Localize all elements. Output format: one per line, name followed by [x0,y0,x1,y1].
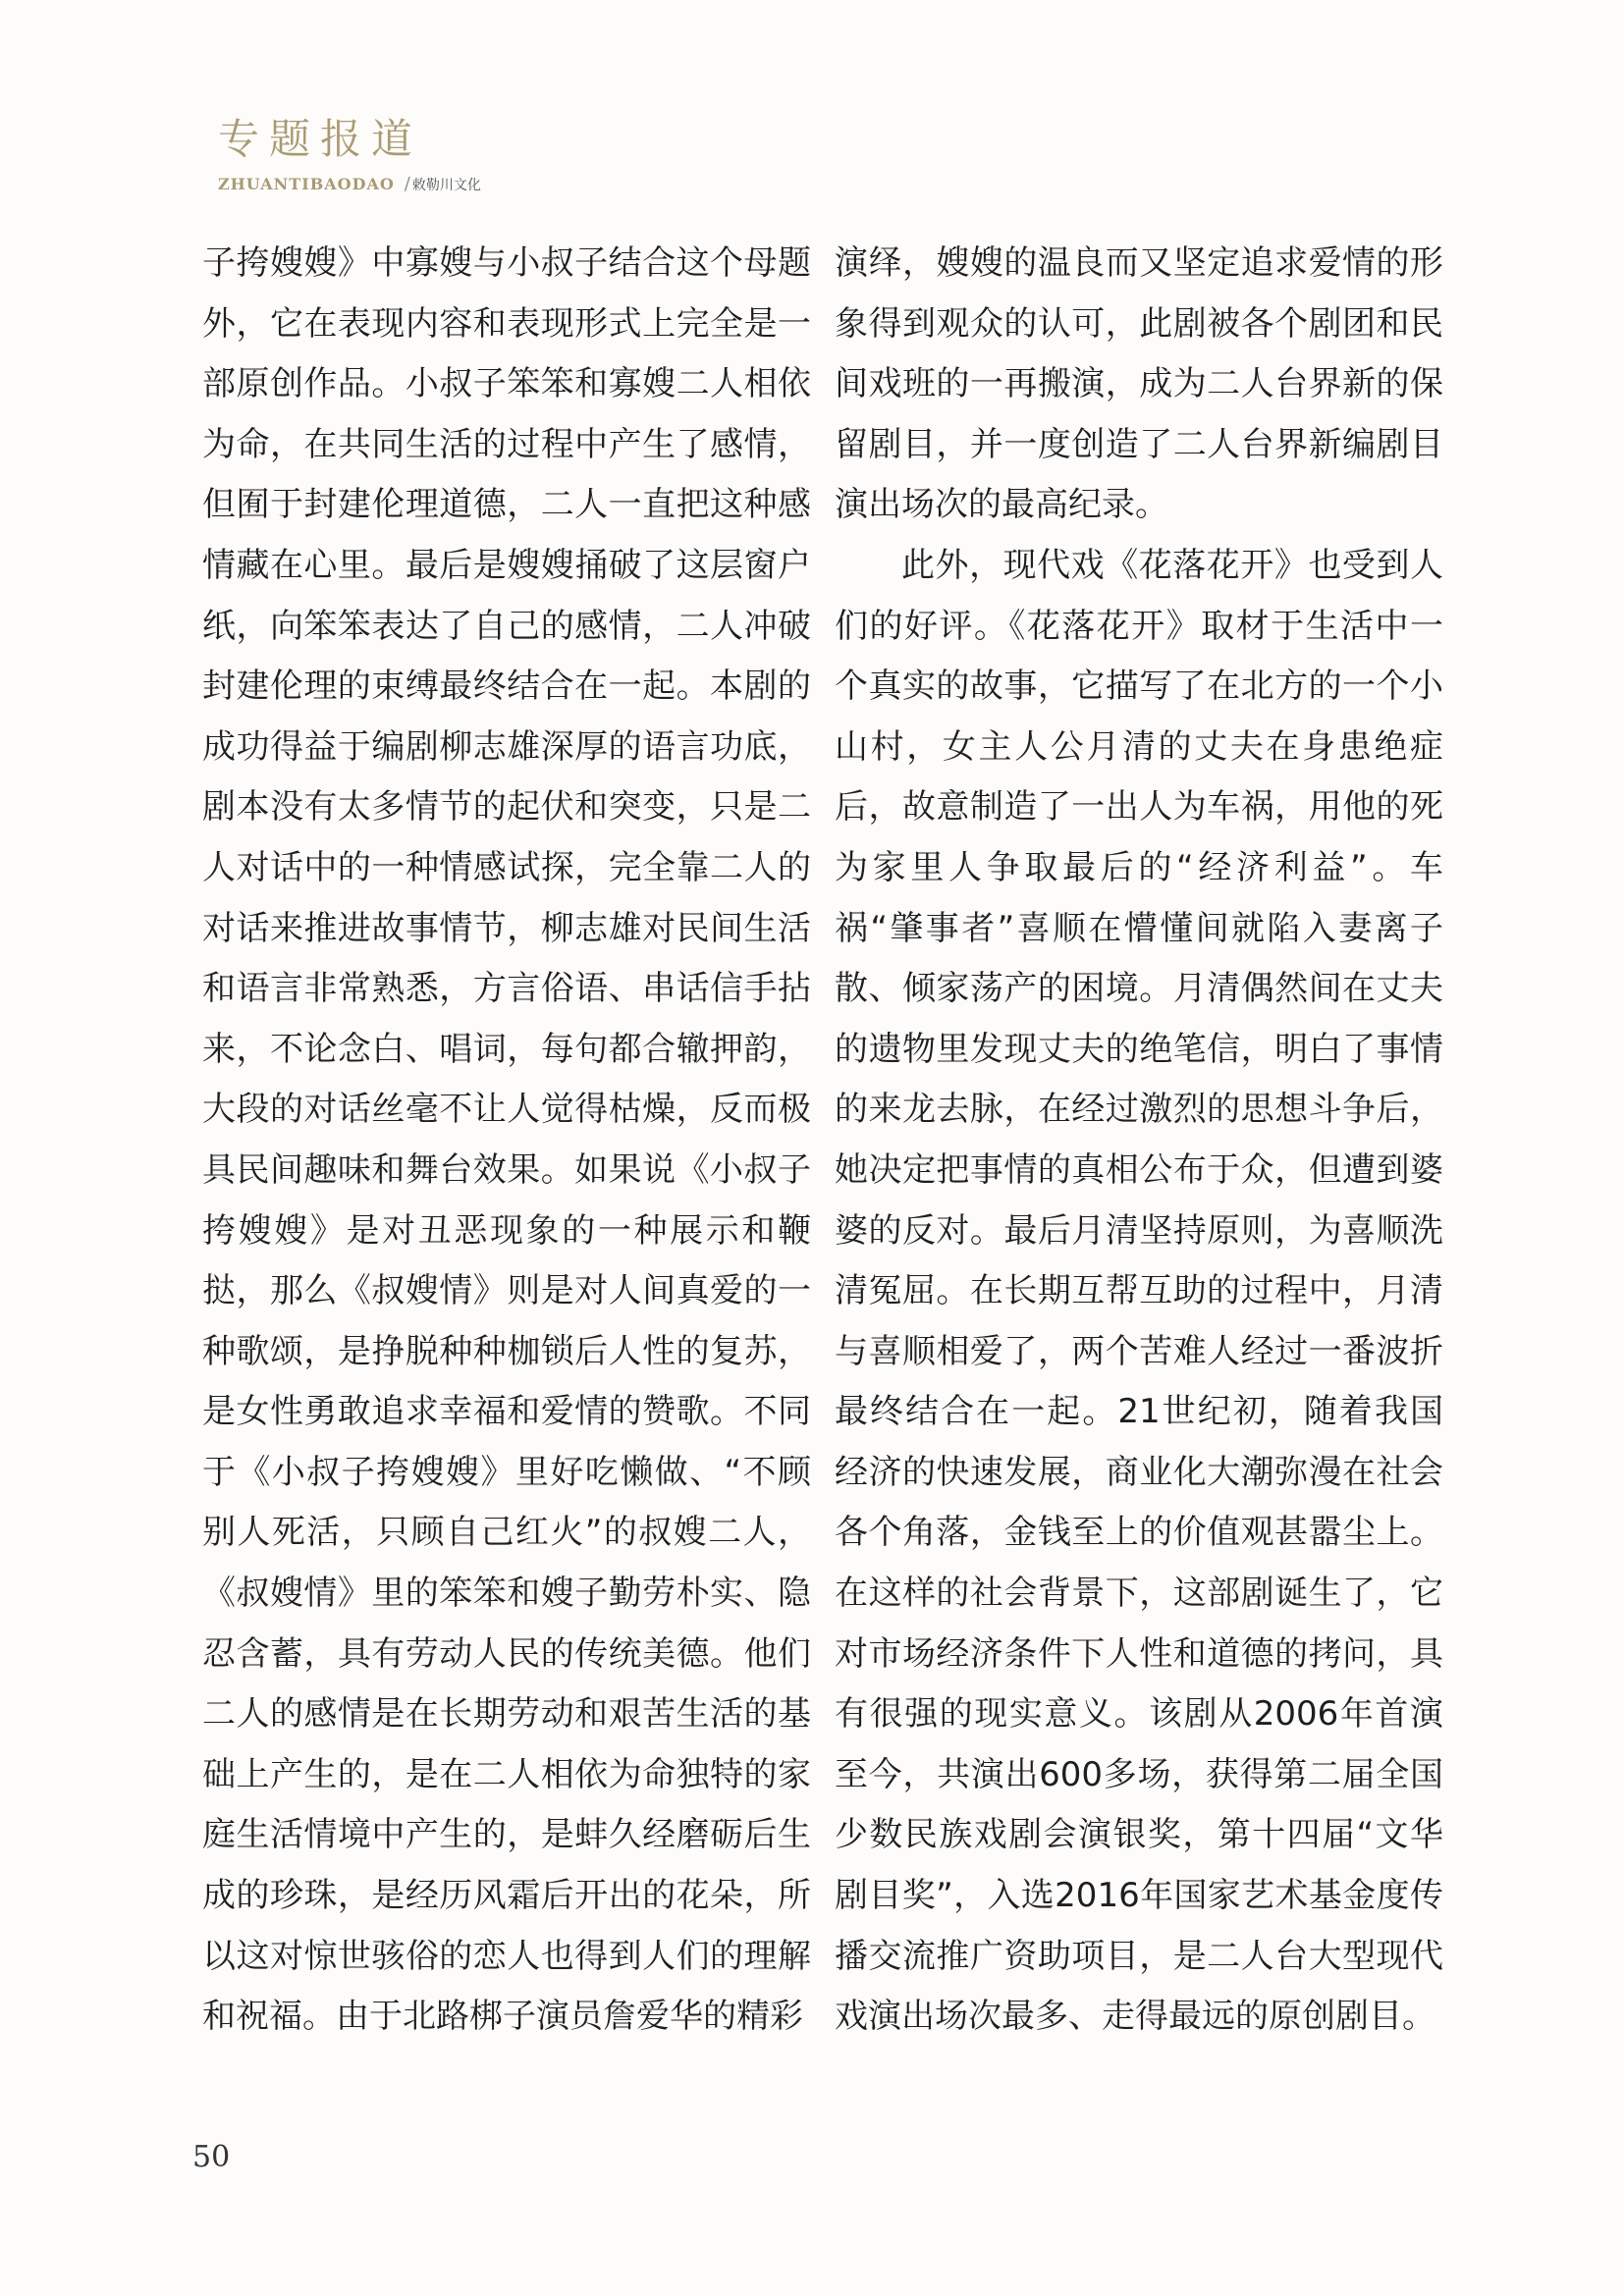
body-paragraph: 演绎，嫂嫂的温良而又坚定追求爱情的形象得到观众的认可，此剧被各个剧团和民间戏班的一再搬演，成为二人台界新的保留剧目，并一度创造了二人台界新编剧目演出场次的最高纪录。 [835,243,1443,525]
section-title: 专题报道 [218,115,423,163]
body-paragraph: 子挎嫂嫂》中寡嫂与小叔子结合这个母题外，它在表现内容和表现形式上完全是一部原创作品。小叔子笨笨和寡嫂二人相依为命，在共同生活的过程中产生了感情，但囿于封建伦理道德，二人一直把这种感情藏在心里。最后是嫂嫂捅破了这层窗户纸，向笨笨表达了自己的感情，二人冲破封建伦理的束缚最终结合在一起。本剧的成功得益于编剧柳志雄深厚的语言功底，剧本没有太多情节的起伏和突变，只是二人对话中的一种情感试探，完全靠二人的对话来推进故事情节，柳志雄对民间生活和语言非常熟悉，方言俗语、串话信手拈来，不论念白、唱词，每句都合辙押韵，大段的对话丝毫不让人觉得枯燥，反而极具民间趣味和舞台效果。如果说《小叔子挎嫂嫂》是对丑恶现象的一种展示和鞭挞，那么《叔嫂情》则是对人间真爱的一种歌颂，是挣脱种种枷锁后人性的复苏，是女性勇敢追求幸福和爱情的赞歌。不同于《小叔子挎嫂嫂》里好吃懒做、“不顾别人死活，只顾自己红火”的叔嫂二人，《叔嫂情》里的笨笨和嫂子勤劳朴实、隐忍含蓄，具有劳动人民的传统美德。他们二人的感情是在长期劳动和艰苦生活的基础上产生的，是在二人相依为命独特的家庭生活情境中产生的，是蚌久经磨砺后生成的珍珠，是经历风霜后开出的花朵，所以这对惊世骇俗的恋人也得到人们的理解和祝福。由于北路梆子演员詹爱华的精彩 [202,243,811,2037]
section-pinyin: ZHUANTIBAODAO [218,175,395,193]
right-column [835,234,1443,2048]
header-subline [218,175,481,195]
body-paragraph: 此外，现代戏《花落花开》也受到人们的好评。《花落花开》取材于生活中一个真实的故事，它描写了在北方的一个小山村，女主人公月清的丈夫在身患绝症后，故意制造了一出人为车祸，用他的死为家里人争取最后的“经济利益”。车祸“肇事者”喜顺在懵懂间就陷入妻离子散、倾家荡产的困境。月清偶然间在丈夫的遗物里发现丈夫的绝笔信，明白了事情的来龙去脉，在经过激烈的思想斗争后，她决定把事情的真相公布于众，但遭到婆婆的反对。最后月清坚持原则，为喜顺洗清冤屈。在长期互帮互助的过程中，月清与喜顺相爱了，两个苦难人经过一番波折最终结合在一起。21世纪初，随着我国经济的快速发展，商业化大潮弥漫在社会各个角落，金钱至上的价值观甚嚣尘上。在这样的社会背景下，这部剧诞生了，它对市场经济条件下人性和道德的拷问，具有很强的现实意义。该剧从2006年首演至今，共演出600多场，获得第二届全国少数民族戏剧会演银奖，第十四届“文华剧目奖”，入选2016年国家艺术基金度传播交流推广资助项目，是二人台大型现代戏演出场次最多、走得最远的原创剧目。 [835,545,1443,2037]
page-header [218,114,481,195]
left-column [202,234,811,2048]
page-number: 50 [192,2140,231,2174]
column-name: 敕勒川文化 [411,178,481,193]
header-slash: / [404,174,410,194]
